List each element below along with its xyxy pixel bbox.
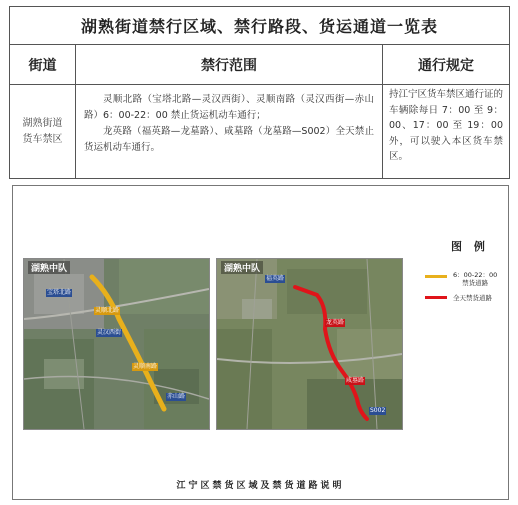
map-right <box>216 258 403 430</box>
satellite-image-left <box>24 259 209 429</box>
legend-line2: 禁货道路 <box>462 279 489 287</box>
road-tag: 灵汉西街 <box>97 329 122 336</box>
road-tag: 福英路 <box>266 275 285 282</box>
road-tag: 宝塔北路 <box>47 289 72 296</box>
table-title: 湖熟街道禁行区域、禁行路段、货运通道一览表 <box>10 7 509 45</box>
table-header-row <box>10 45 509 85</box>
cell-scope <box>76 85 383 178</box>
legend-text-allday: 全天禁货道路 <box>453 294 492 302</box>
map-right-label: 湖熟中队 <box>221 261 263 274</box>
legend-title: 图 例 <box>451 240 489 253</box>
header-scope: 禁行范围 <box>76 45 383 84</box>
road-tag: 赤山路 <box>167 393 186 400</box>
map-left <box>23 258 210 430</box>
legend-line1: 6：00-22：00 <box>453 271 498 279</box>
scope-paragraph-2: 龙英路（福英路—龙墓路）、咸墓路（龙墓路—S002）全天禁止货运机动车通行。 <box>84 126 374 153</box>
table-row <box>10 85 509 178</box>
road-tag: 灵顺北路 <box>95 307 120 314</box>
satellite-image-right <box>217 259 402 429</box>
road-tag: 咸墓路 <box>346 377 365 384</box>
header-rule: 通行规定 <box>418 57 474 74</box>
header-district: 街道 <box>10 45 76 84</box>
footer-caption: 江宁区禁货区域及禁货道路说明 <box>176 481 345 491</box>
road-tag: 龙英路 <box>326 319 345 326</box>
cell-district <box>10 85 76 178</box>
map-panel <box>12 185 509 500</box>
road-tag: S002 <box>370 407 386 414</box>
district-line2: 货车禁区 <box>22 133 63 145</box>
legend-swatch-red <box>425 296 447 299</box>
cell-rule: 持江宁区货车禁区通行证的车辆除每日 7：00 至 9：00、17：00 至 19：00 外，可以驶入本区货车禁区。 <box>389 89 504 162</box>
road-tag: 灵顺南路 <box>133 363 158 370</box>
legend-swatch-yellow <box>425 275 447 278</box>
restriction-table <box>9 6 510 179</box>
map-left-label: 湖熟中队 <box>28 261 70 274</box>
scope-paragraph-1: 灵顺北路（宝塔北路—灵汉西街）、灵顺南路（灵汉西街—赤山路）6：00-22：00 禁止货运机动车通行； <box>84 94 374 121</box>
district-line1: 湖熟街道 <box>22 117 63 129</box>
legend-text-daytime <box>453 271 497 287</box>
